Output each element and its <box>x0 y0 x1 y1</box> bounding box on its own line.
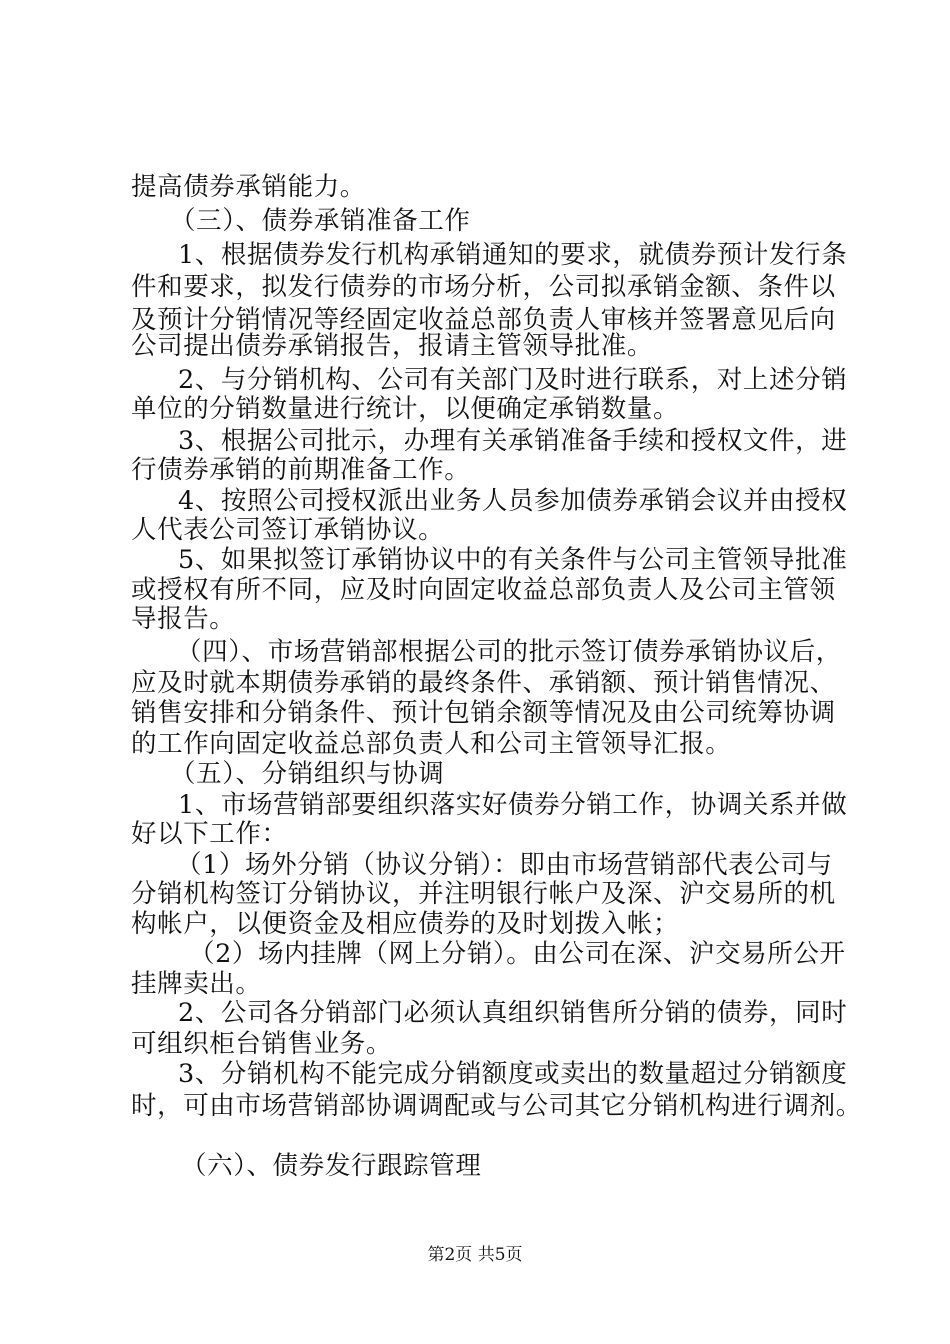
text-line: 及预计分销情况等经固定收益总部负责人审核并签署意见后向 <box>131 305 836 335</box>
page-number-footer: 第2页 共5页 <box>427 1245 523 1265</box>
text-line: 导报告。 <box>131 604 236 634</box>
text-line: 行债券承销的前期准备工作。 <box>131 455 471 485</box>
text-line: 提高债券承销能力。 <box>131 172 366 202</box>
text-line: 件和要求，拟发行债券的市场分析，公司拟承销金额、条件以 <box>131 272 836 302</box>
text-line: 分销机构签订分销协议，并注明银行帐户及深、沪交易所的机 <box>131 879 836 909</box>
section-heading: （六）、债券发行跟踪管理 <box>181 1151 482 1181</box>
section-heading: （四）、市场营销部根据公司的批示签订债券承销协议后， <box>176 637 842 667</box>
text-line: 4、按照公司授权派出业务人员参加债券承销会议并由授权 <box>178 486 848 516</box>
text-line: 5、如果拟签订承销协议中的有关条件与公司主管领导批准 <box>178 545 848 575</box>
section-heading: （三）、债券承销准备工作 <box>170 206 471 236</box>
text-line: 1、市场营销部要组织落实好债券分销工作，协调关系并做 <box>178 790 848 820</box>
text-line: 1、根据债券发行机构承销通知的要求，就债券预计发行条 <box>178 240 848 270</box>
text-line: 好以下工作： <box>131 819 288 849</box>
text-line: 人代表公司签订承销协议。 <box>131 515 445 545</box>
text-line: 单位的分销数量进行统计，以便确定承销数量。 <box>131 394 680 424</box>
text-line: 可组织柜台销售业务。 <box>131 1029 393 1059</box>
text-line: 公司提出债券承销报告，报请主管领导批准。 <box>131 331 654 361</box>
text-line: 2、公司各分销部门必须认真组织销售所分销的债券，同时 <box>178 998 848 1028</box>
text-line: 时，可由市场营销部协调调配或与公司其它分销机构进行调剂。 <box>131 1091 862 1121</box>
text-line: 2、与分销机构、公司有关部门及时进行联系，对上述分销 <box>178 365 848 395</box>
text-line: 挂牌卖出。 <box>131 969 262 999</box>
text-line: 3、分销机构不能完成分销额度或卖出的数量超过分销额度 <box>178 1059 848 1089</box>
text-line: （1）场外分销（协议分销）：即由市场营销部代表公司与 <box>176 850 833 880</box>
text-line: 应及时就本期债券承销的最终条件、承销额、预计销售情况、 <box>131 668 836 698</box>
section-heading: （五）、分销组织与协调 <box>170 759 445 789</box>
text-line: 3、根据公司批示，办理有关承销准备手续和授权文件，进 <box>178 426 848 456</box>
text-line: 销售安排和分销条件、预计包销余额等情况及由公司统筹协调 <box>131 698 836 728</box>
text-line: （2）场内挂牌（网上分销）。由公司在深、沪交易所公开 <box>189 939 846 969</box>
text-line: 的工作向固定收益总部负责人和公司主管领导汇报。 <box>131 729 732 759</box>
text-line: 构帐户，以便资金及相应债券的及时划拨入帐； <box>131 909 680 939</box>
text-line: 或授权有所不同，应及时向固定收益总部负责人及公司主管领 <box>131 575 836 605</box>
